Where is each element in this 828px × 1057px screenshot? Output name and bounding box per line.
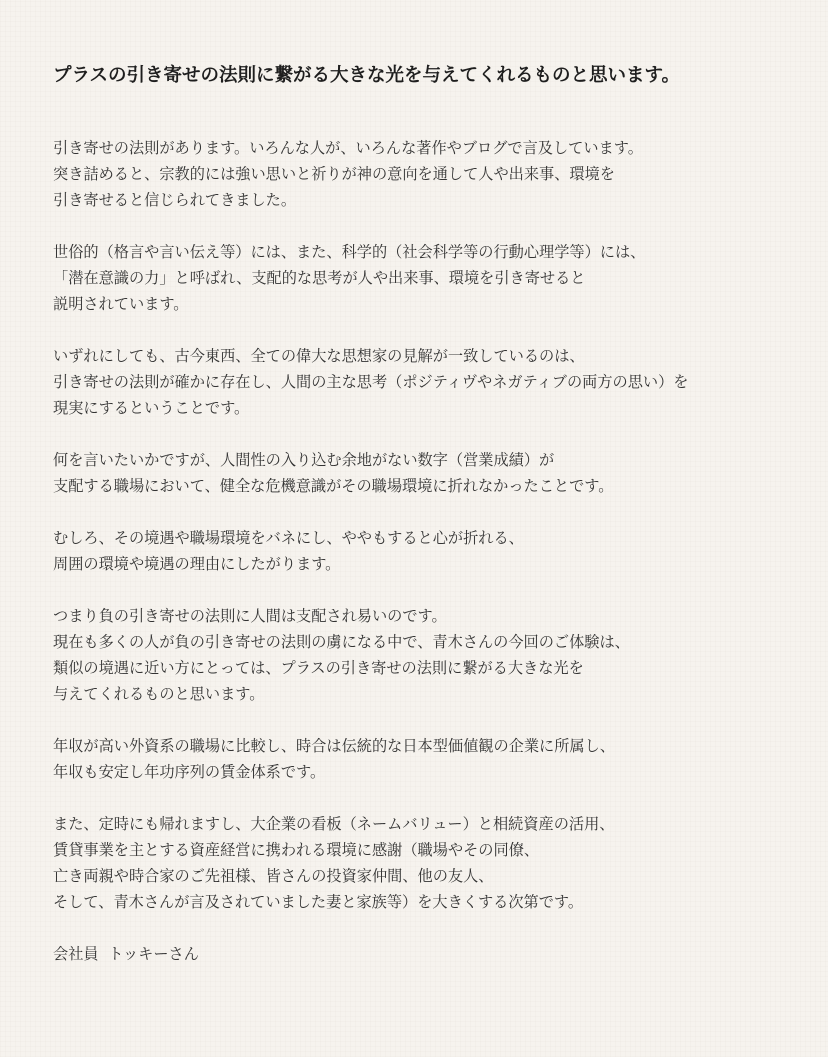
paragraph-4: [53, 447, 813, 499]
paragraph-line: 引き寄せると信じられてきました。: [53, 191, 296, 209]
paragraph-line: つまり負の引き寄せの法則に人間は支配され易いのです。: [53, 607, 447, 625]
paragraph-8: [53, 811, 813, 915]
paragraph-7: [53, 733, 813, 785]
paragraph-line: 説明されています。: [53, 295, 189, 313]
paragraph-line: 突き詰めると、宗教的には強い思いと祈りが神の意向を通して人や出来事、環境を: [53, 165, 615, 183]
paragraph-line: そして、青木さんが言及されていました妻と家族等）を大きくする次第です。: [53, 893, 584, 911]
paragraph-line: 引き寄せの法則が確かに存在し、人間の主な思考（ポジティヴやネガティブの両方の思い）を: [53, 373, 689, 391]
paragraph-line: 与えてくれるものと思います。: [53, 685, 265, 703]
paragraph-line: 亡き両親や時合家のご先祖様、皆さんの投資家仲間、他の友人、: [53, 867, 494, 885]
paragraph-line: 引き寄せの法則があります。いろんな人が、いろんな著作やブログで言及しています。: [53, 139, 643, 157]
paragraph-line: 現在も多くの人が負の引き寄せの法則の虜になる中で、青木さんの今回のご体験は、: [53, 633, 630, 651]
paragraph-1: [53, 135, 813, 213]
paragraph-line: いずれにしても、古今東西、全ての偉大な思想家の見解が一致しているのは、: [53, 347, 585, 365]
paragraph-line: 賃貸事業を主とする資産経営に携われる環境に感謝（職場やその同僚、: [53, 841, 539, 859]
paragraph-line: 世俗的（格言や言い伝え等）には、また、科学的（社会科学等の行動心理学等）には、: [53, 243, 646, 261]
paragraph-6: [53, 603, 813, 707]
paragraph-5: [53, 525, 813, 577]
paragraph-line: 何を言いたいかですが、人間性の入り込む余地がない数字（営業成績）が: [53, 451, 555, 469]
paragraph-3: [53, 343, 813, 421]
paragraph-line: 「潜在意識の力」と呼ばれ、支配的な思考が人や出来事、環境を引き寄せると: [53, 269, 586, 287]
paragraph-line: 周囲の環境や境遇の理由にしたがります。: [53, 555, 341, 573]
paragraph-line: むしろ、その境遇や職場環境をバネにし、ややもすると心が折れる、: [53, 529, 524, 547]
paragraph-2: [53, 239, 813, 317]
paragraph-line: また、定時にも帰れますし、大企業の看板（ネームバリュー）と相続資産の活用、: [53, 815, 615, 833]
paragraph-line: 年収が高い外資系の職場に比較し、時合は伝統的な日本型価値観の企業に所属し、: [53, 737, 615, 755]
paragraph-line: 類似の境遇に近い方にとっては、プラスの引き寄せの法則に繋がる大きな光を: [53, 659, 584, 677]
article-body: [53, 62, 813, 967]
author-signature: 会社員 トッキーさん: [53, 945, 199, 963]
paragraph-line: 現実にするということです。: [53, 399, 250, 417]
paragraph-line: 支配する職場において、健全な危機意識がその職場環境に折れなかったことです。: [53, 477, 614, 495]
paragraph-line: 年収も安定し年功序列の賃金体系です。: [53, 763, 326, 781]
article-title: プラスの引き寄せの法則に繋がる大きな光を与えてくれるものと思います。: [53, 65, 680, 86]
